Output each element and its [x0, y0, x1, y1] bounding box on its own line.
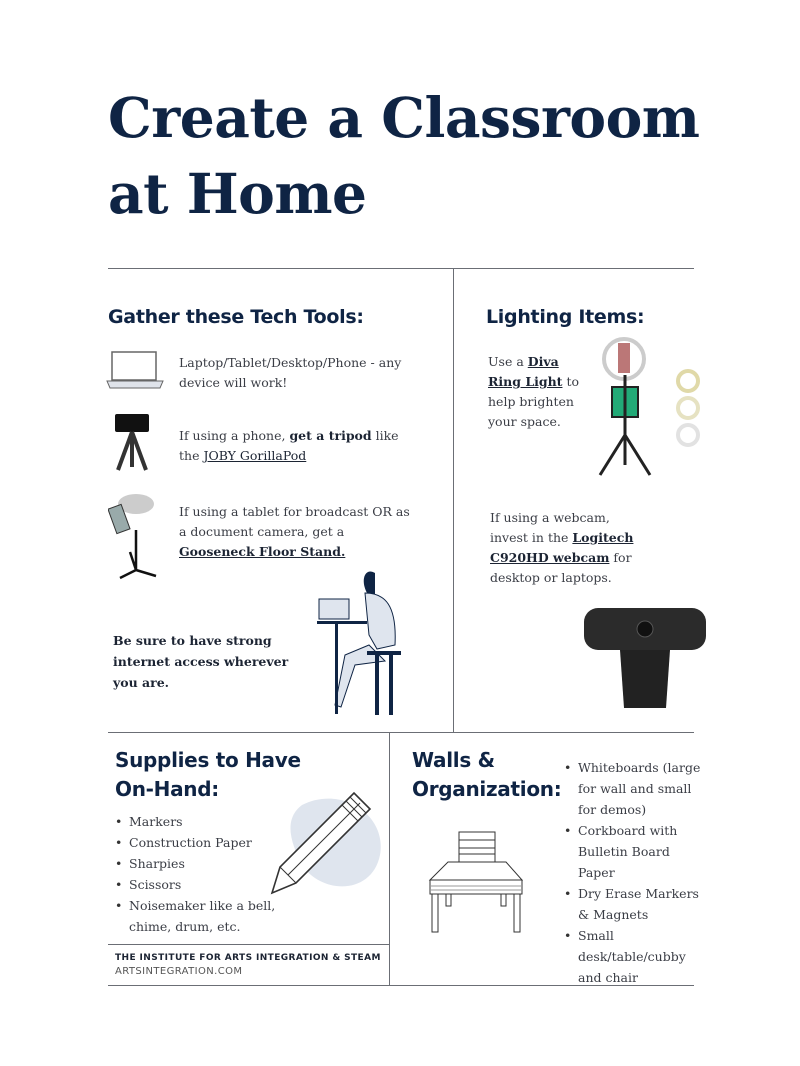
tech-heading: Gather these Tech Tools: [108, 306, 364, 328]
walls-heading-line-2: Organization: [412, 777, 562, 801]
walls-heading-line-1: Walls & [412, 748, 495, 772]
gooseneck-floor-stand-link[interactable]: Gooseneck Floor Stand. [179, 544, 346, 559]
logitech-webcam-link[interactable]: Logitech C920HD webcam [490, 530, 634, 565]
walls-heading [412, 746, 561, 804]
supplies-heading-line-1: Supplies to Have [115, 748, 301, 772]
title-line-1: Create a Classroom [108, 85, 700, 150]
supplies-list [115, 811, 285, 937]
list-item: • Noisemaker like a bell, chime, drum, etc. [115, 895, 285, 937]
list-item: • Whiteboards (large for wall and small for demos) [564, 757, 704, 820]
page-title [108, 80, 700, 232]
tripod-icon [112, 412, 152, 474]
joby-gorillapod-link[interactable]: JOBY GorillaPod [203, 448, 307, 463]
gooseneck-stand-icon [108, 490, 166, 580]
list-item: • Dry Erase Markers & Magnets [564, 883, 704, 925]
divider-vertical-top [453, 268, 454, 733]
webcam-image [582, 604, 708, 712]
divider-middle [108, 732, 694, 733]
supplies-heading-line-2: On-Hand: [115, 777, 219, 801]
ring-light-text: Use a Diva Ring Light to help brighten your space. [488, 354, 579, 429]
footer-site[interactable]: ARTSINTEGRATION.COM [115, 966, 243, 977]
divider-vertical-bottom [389, 732, 390, 986]
tech-item-tripod: If using a phone, get a tripod like the JOBY GorillaPod [179, 428, 399, 463]
tech-item-gooseneck: If using a tablet for broadcast OR as a document camera, get a Gooseneck Floor Stand. [179, 504, 410, 559]
walls-list [564, 757, 704, 988]
webcam-text: If using a webcam, invest in the Logitech C920HD webcam for desktop or laptops. [490, 510, 634, 585]
list-item: • Scissors [115, 874, 285, 895]
laptop-icon [106, 350, 164, 390]
title-line-2: at Home [108, 161, 367, 226]
list-item: • Sharpies [115, 853, 285, 874]
woman-at-laptop-illustration [305, 565, 405, 717]
list-item: • Construction Paper [115, 832, 285, 853]
divider-top [108, 268, 694, 269]
footer-org: THE INSTITUTE FOR ARTS INTEGRATION & STEAM [115, 953, 381, 963]
diva-ring-light-link[interactable]: Diva Ring Light [488, 354, 563, 389]
tech-item-device: Laptop/Tablet/Desktop/Phone - any device will work! [179, 355, 402, 390]
divider-footer [108, 944, 389, 945]
list-item: • Corkboard with Bulletin Board Paper [564, 820, 704, 883]
list-item: • Small desk/table/cubby and chair [564, 925, 704, 988]
desk-and-chair-illustration [426, 830, 526, 936]
list-item: • Markers [115, 811, 285, 832]
ring-light-image [596, 335, 706, 480]
lighting-heading: Lighting Items: [486, 306, 645, 328]
internet-note: Be sure to have strong internet access wherever you are. [113, 633, 289, 690]
